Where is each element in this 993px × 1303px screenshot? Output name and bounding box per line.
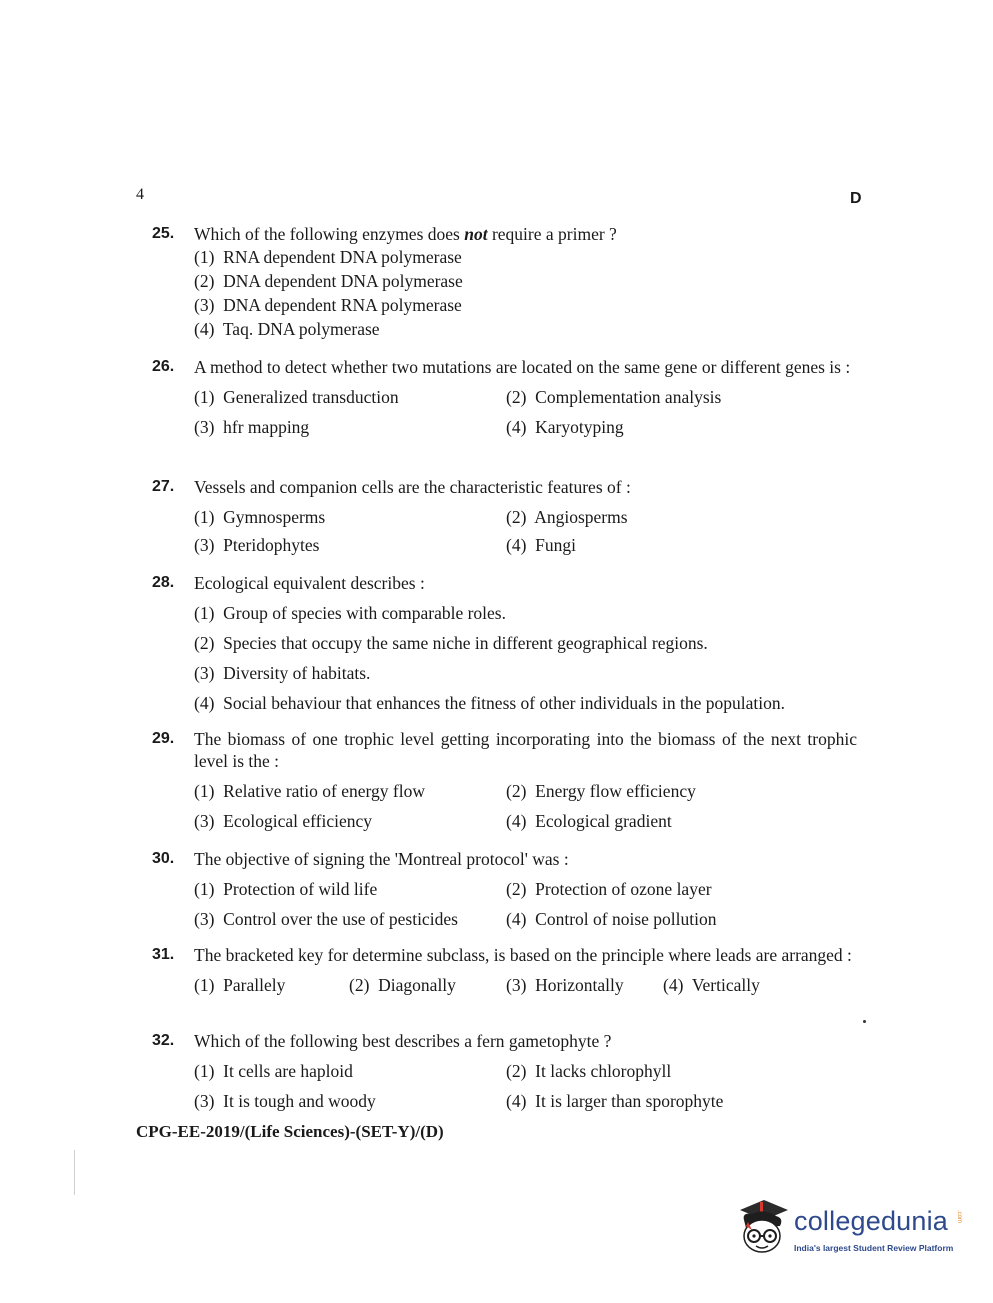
option: (4) Control of noise pollution [506, 909, 717, 929]
option: (2) Energy flow efficiency [506, 781, 696, 801]
question-27 [152, 476, 857, 556]
question-31 [152, 944, 857, 996]
option: (1) Relative ratio of energy flow [194, 781, 425, 801]
question-number: 27. [152, 478, 175, 495]
options-grid [194, 386, 857, 438]
page-number: 4 [136, 186, 144, 203]
question-number: 25. [152, 225, 175, 242]
option: (4) Vertically [663, 975, 760, 995]
scan-speck [863, 1020, 866, 1023]
question-number: 32. [152, 1032, 175, 1049]
question-number: 30. [152, 850, 175, 867]
option: (1) Gymnosperms [194, 507, 326, 527]
options-list [194, 245, 857, 341]
question-25 [152, 223, 857, 341]
option: (3) Horizontally [506, 975, 624, 995]
option: (2) Species that occupy the same niche in different geographical regions. [194, 633, 708, 653]
option: (3) Pteridophytes [194, 535, 320, 555]
question-number: 26. [152, 358, 175, 375]
options-grid [194, 878, 857, 930]
options-row [194, 974, 857, 996]
exam-code-footer: CPG-EE-2019/(Life Sciences)-(SET-Y)/(D) [136, 1122, 444, 1141]
brand-suffix: .com [956, 1210, 962, 1224]
brand-name: collegedunia [794, 1206, 949, 1236]
option: (2) DNA dependent DNA polymerase [194, 271, 463, 291]
option: (4) Social behaviour that enhances the fitness of other individuals in the population. [194, 693, 785, 713]
option: (1) Parallely [194, 975, 286, 995]
options-grid [194, 780, 857, 832]
question-text: Which of the following enzymes does not require a primer ? [194, 224, 617, 244]
question-text: The bracketed key for determine subclass, is based on the principle where leads are arranged : [194, 945, 852, 965]
set-letter: D [850, 190, 862, 207]
question-number: 28. [152, 574, 175, 591]
options-grid [194, 1060, 857, 1112]
options-list [194, 602, 857, 714]
option: (3) Diversity of habitats. [194, 663, 371, 683]
option: (3) Control over the use of pesticides [194, 909, 458, 929]
scan-margin-line [74, 1150, 75, 1195]
option: (4) Taq. DNA polymerase [194, 319, 380, 339]
question-text: The objective of signing the 'Montreal protocol' was : [194, 849, 569, 869]
question-29 [152, 728, 857, 832]
option: (2) Complementation analysis [506, 387, 722, 407]
option: (3) hfr mapping [194, 417, 310, 437]
option: (2) Protection of ozone layer [506, 879, 712, 899]
option: (4) Ecological gradient [506, 811, 672, 831]
option: (1) Group of species with comparable roles. [194, 603, 506, 623]
question-32 [152, 1030, 857, 1112]
option: (1) It cells are haploid [194, 1061, 353, 1081]
option: (2) Angiosperms [506, 507, 628, 527]
option: (3) Ecological efficiency [194, 811, 372, 831]
option: (4) Fungi [506, 535, 576, 555]
question-text: Ecological equivalent describes : [194, 573, 425, 593]
option: (1) RNA dependent DNA polymerase [194, 247, 462, 267]
question-text: The biomass of one trophic level getting incorporating into the biomass of the next trophic level is the : [194, 729, 857, 771]
question-26 [152, 356, 857, 438]
option: (4) Karyotyping [506, 417, 624, 437]
mascot-icon [734, 1196, 792, 1258]
option: (3) It is tough and woody [194, 1091, 376, 1111]
option: (3) DNA dependent RNA polymerase [194, 295, 462, 315]
option: (1) Protection of wild life [194, 879, 378, 899]
collegedunia-logo [734, 1196, 964, 1266]
question-number: 29. [152, 730, 175, 747]
question-text: Vessels and companion cells are the characteristic features of : [194, 477, 631, 497]
question-text: Which of the following best describes a fern gametophyte ? [194, 1031, 612, 1051]
question-30 [152, 848, 857, 930]
question-text: A method to detect whether two mutations are located on the same gene or different genes is : [194, 357, 851, 377]
options-grid [194, 506, 857, 556]
option: (4) It is larger than sporophyte [506, 1091, 724, 1111]
question-number: 31. [152, 946, 175, 963]
question-28 [152, 572, 857, 714]
option: (2) Diagonally [349, 975, 456, 995]
brand-tagline: India's largest Student Review Platform [794, 1243, 954, 1253]
option: (2) It lacks chlorophyll [506, 1061, 672, 1081]
option: (1) Generalized transduction [194, 387, 399, 407]
